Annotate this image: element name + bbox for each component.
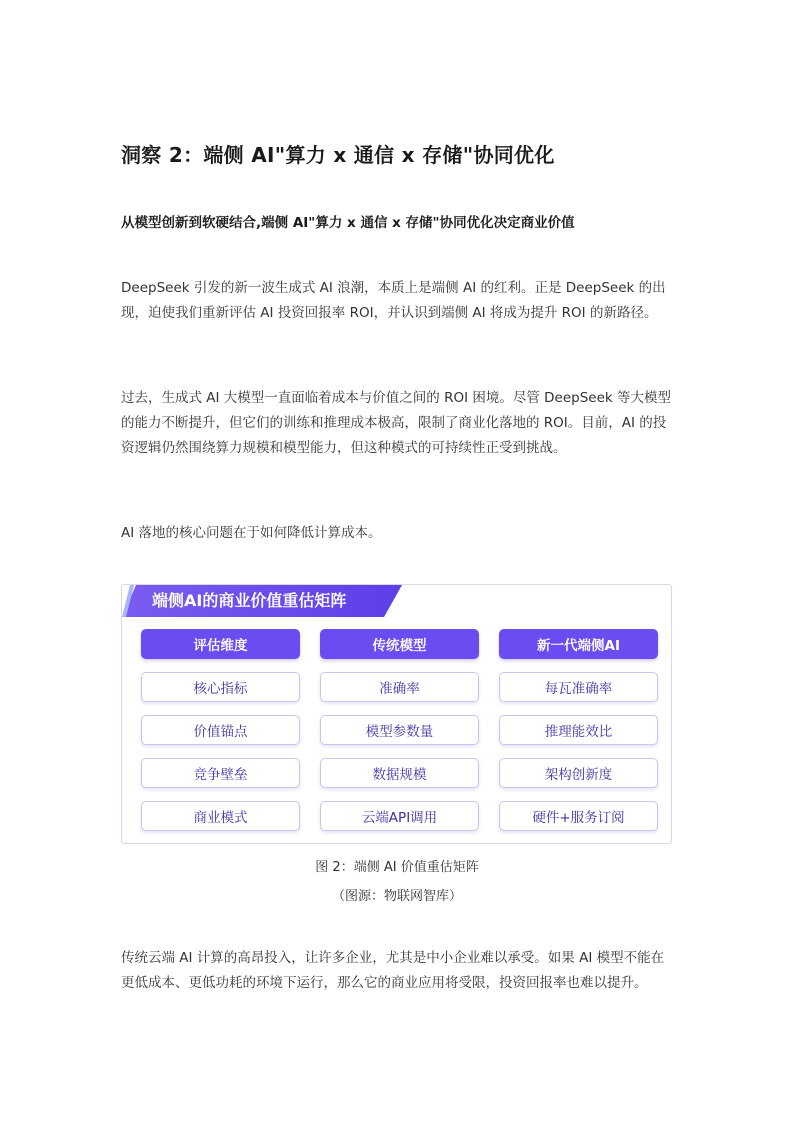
header-edge-ai: 新一代端侧AI: [499, 629, 658, 659]
matrix-cell: 价值锚点: [141, 715, 300, 745]
figure-caption: 图 2：端侧 AI 价值重估矩阵: [315, 860, 479, 875]
matrix-cell: 云端API调用: [320, 801, 479, 831]
matrix-cell: 核心指标: [141, 672, 300, 702]
paragraph-2: 过去，生成式 AI 大模型一直面临着成本与价值之间的 ROI 困境。尽管 DeepSeek 等大模型的能力不断提升，但它们的训练和推理成本极高，限制了商业化落地的 ROI。目前，AI 的投资逻辑仍然围绕算力规模和模型能力，但这种模式的可持续性正受到挑战。: [121, 390, 672, 456]
page-title: 洞察 2：端侧 AI"算力 x 通信 x 存储"协同优化: [121, 143, 555, 167]
matrix-grid: [141, 629, 658, 831]
matrix-cell: 硬件+服务订阅: [499, 801, 658, 831]
figure-banner-title: 端侧AI的商业价值重估矩阵: [152, 591, 347, 610]
matrix-cell: 每瓦准确率: [499, 672, 658, 702]
value-matrix-figure: [121, 584, 672, 844]
section-subtitle: 从模型创新到软硬结合,端侧 AI"算力 x 通信 x 存储"协同优化决定商业价值: [121, 215, 575, 231]
matrix-cell: 商业模式: [141, 801, 300, 831]
paragraph-4: 传统云端 AI 计算的高昂投入，让许多企业，尤其是中小企业难以承受。如果 AI 模型不能在更低成本、更低功耗的环境下运行，那么它的商业应用将受限，投资回报率也难以提升。: [121, 950, 665, 991]
matrix-cell: 推理能效比: [499, 715, 658, 745]
paragraph-1: DeepSeek 引发的新一波生成式 AI 浪潮，本质上是端侧 AI 的红利。正是 DeepSeek 的出现，迫使我们重新评估 AI 投资回报率 ROI，并认识到端侧 AI 将成为提升 ROI 的新路径。: [121, 280, 666, 321]
header-dimension: 评估维度: [141, 629, 300, 659]
matrix-cell: 架构创新度: [499, 758, 658, 788]
matrix-cell: 准确率: [320, 672, 479, 702]
paragraph-3: AI 落地的核心问题在于如何降低计算成本。: [121, 525, 382, 541]
matrix-cell: 模型参数量: [320, 715, 479, 745]
header-traditional: 传统模型: [320, 629, 479, 659]
figure-source: （图源：物联网智库）: [331, 889, 462, 904]
matrix-cell: 竞争壁垒: [141, 758, 300, 788]
matrix-cell: 数据规模: [320, 758, 479, 788]
